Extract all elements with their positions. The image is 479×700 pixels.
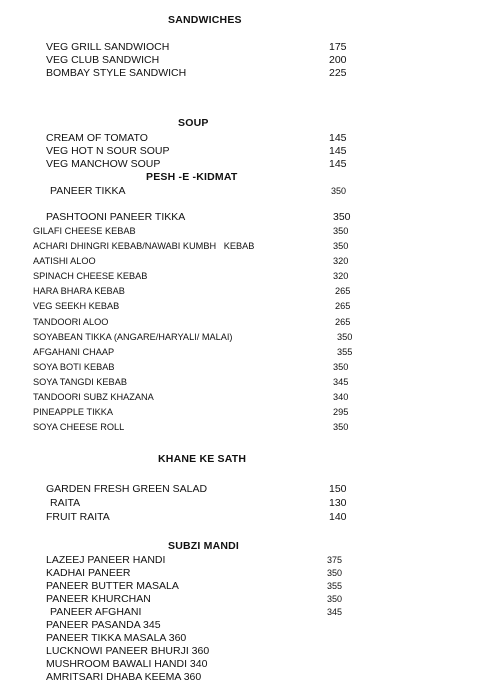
item-name: KADHAI PANEER [46, 567, 131, 579]
item-price: 175 [329, 41, 347, 53]
item-name: ACHARI DHINGRI KEBAB/NAWABI KUMBH KEBAB [33, 241, 255, 251]
item-name: PANEER TIKKA [50, 185, 126, 197]
item-price: 350 [333, 226, 349, 236]
item-name: HARA BHARA KEBAB [33, 286, 125, 296]
item-name: SPINACH CHEESE KEBAB [33, 271, 148, 281]
item-price: 145 [329, 158, 347, 170]
item-price: 225 [329, 67, 347, 79]
item-name: SOYA CHEESE ROLL [33, 422, 125, 432]
item-name: PINEAPPLE TIKKA [33, 407, 114, 417]
item-price: 320 [333, 271, 349, 281]
item-name: AFGAHANI CHAAP [33, 347, 115, 357]
section-title-khane-ke-sath: KHANE KE SATH [158, 453, 247, 465]
item-price: 340 [333, 392, 349, 402]
item-price: 265 [335, 317, 351, 327]
item-price: 355 [327, 581, 343, 591]
item-name: VEG HOT N SOUR SOUP [46, 145, 170, 157]
item-name: VEG SEEKH KEBAB [33, 301, 120, 311]
item-name: TANDOORI ALOO [33, 317, 109, 327]
item-price: 140 [329, 511, 347, 523]
item-price: 350 [337, 332, 353, 342]
item-price: 350 [327, 568, 343, 578]
item-name: SOYA BOTI KEBAB [33, 362, 115, 372]
item-name: PANEER AFGHANI [50, 606, 142, 618]
item-price: 320 [333, 256, 349, 266]
section-title-subzi-mandi: SUBZI MANDI [168, 540, 240, 552]
item-name: PANEER BUTTER MASALA [46, 580, 179, 592]
item-name: VEG GRILL SANDWIOCH [46, 41, 170, 53]
item-price: 350 [333, 362, 349, 372]
item-price: 350 [333, 422, 349, 432]
item-name: CREAM OF TOMATO [46, 132, 148, 144]
item-name: PANEER KHURCHAN [46, 593, 151, 605]
item-name: PANEER PASANDA 345 [46, 619, 161, 631]
item-name: AMRITSARI DHABA KEEMA 360 [46, 671, 202, 683]
item-name: SOYA TANGDI KEBAB [33, 377, 127, 387]
item-name: SOYABEAN TIKKA (ANGARE/HARYALI/ MALAI) [33, 332, 233, 342]
item-name: LUCKNOWI PANEER BHURJI 360 [46, 645, 210, 657]
item-name: GILAFI CHEESE KEBAB [33, 226, 136, 236]
item-name: VEG CLUB SANDWICH [46, 54, 160, 66]
item-price: 200 [329, 54, 347, 66]
item-price: 145 [329, 132, 347, 144]
item-price: 350 [333, 241, 349, 251]
item-price: 345 [333, 377, 349, 387]
item-name: MUSHROOM BAWALI HANDI 340 [46, 658, 208, 670]
item-price: 295 [333, 407, 349, 417]
item-price: 375 [327, 555, 343, 565]
item-name: TANDOORI SUBZ KHAZANA [33, 392, 154, 402]
item-price: 350 [327, 594, 343, 604]
item-name: LAZEEJ PANEER HANDI [46, 554, 166, 566]
item-name: PASHTOONI PANEER TIKKA [46, 211, 186, 223]
item-name: VEG MANCHOW SOUP [46, 158, 161, 170]
item-price: 350 [331, 186, 347, 196]
section-title-sandwiches: SANDWICHES [168, 14, 242, 26]
item-name: GARDEN FRESH GREEN SALAD [46, 483, 208, 495]
item-price: 345 [327, 607, 343, 617]
item-price: 355 [337, 347, 353, 357]
item-name: AATISHI ALOO [33, 256, 96, 266]
item-name: FRUIT RAITA [46, 511, 110, 523]
item-name: RAITA [50, 497, 81, 509]
item-price: 350 [333, 211, 351, 223]
item-price: 265 [335, 286, 351, 296]
item-price: 130 [329, 497, 347, 509]
item-price: 265 [335, 301, 351, 311]
section-title-soup: SOUP [178, 117, 209, 129]
item-price: 150 [329, 483, 347, 495]
item-name: BOMBAY STYLE SANDWICH [46, 67, 187, 79]
section-title-pesh-e-kidmat: PESH -E -KIDMAT [146, 171, 238, 183]
item-name: PANEER TIKKA MASALA 360 [46, 632, 187, 644]
item-price: 145 [329, 145, 347, 157]
